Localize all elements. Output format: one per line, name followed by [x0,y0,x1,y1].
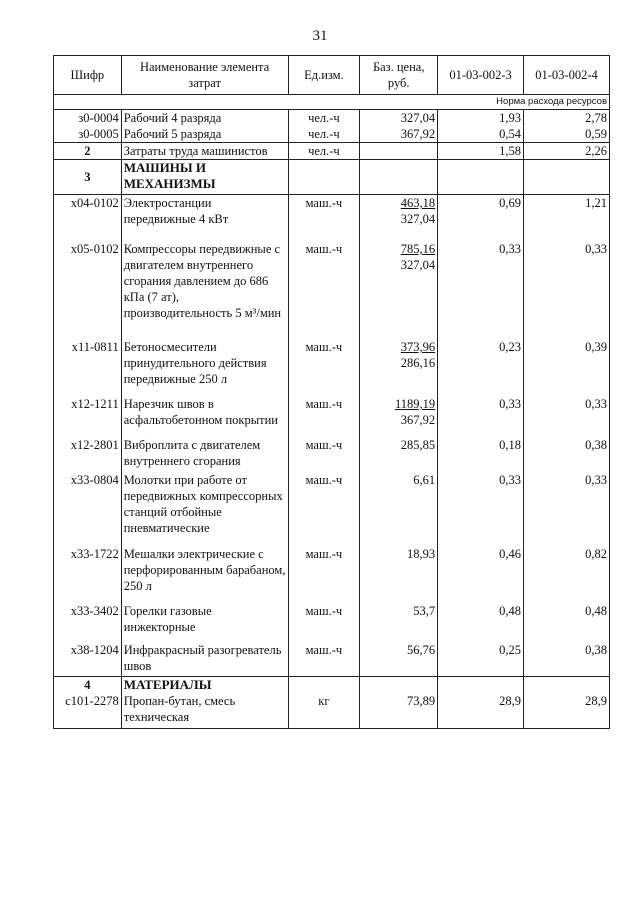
row-price: 53,7 [360,594,438,635]
row-col-b: 1,21 [524,195,610,228]
row-col-a: 0,23 [438,321,524,387]
row-price-sub: 286,16 [400,356,436,370]
row-code: с101-2278 [54,693,122,729]
row-code: з0-0005 [54,126,122,143]
table-row [54,227,610,321]
row-price: 18,93 [360,536,438,594]
row-unit: маш.-ч [288,635,360,677]
header-col-a: 01-03-002-3 [438,56,524,95]
table-row [54,195,610,228]
table-row [54,469,610,536]
table-row [54,428,610,469]
row-col-b: 0,48 [524,594,610,635]
row-col-b: 0,38 [524,428,610,469]
row-price: 463,18 [400,196,436,210]
row-col-b: 28,9 [524,693,610,729]
row-price: 285,85 [360,428,438,469]
section-header-materials [54,677,610,694]
row-col-a: 0,33 [438,387,524,428]
section-title: МАШИНЫ И МЕХАНИЗМЫ [121,160,288,195]
row-unit: чел.-ч [288,126,360,143]
row-unit: маш.-ч [288,536,360,594]
row-name: Рабочий 4 разряда [121,110,288,127]
row-code: х11-0811 [54,321,122,387]
row-code: х33-1722 [54,536,122,594]
row-name: Затраты труда машинистов [121,143,288,160]
row-code: х33-0804 [54,469,122,536]
table-row [54,321,610,387]
row-col-b: 0,82 [524,536,610,594]
page-number: 31 [312,28,328,44]
header-col-b: 01-03-002-4 [524,56,610,95]
row-code: з0-0004 [54,110,122,127]
header-code: Шифр [54,56,122,95]
row-name: Бетоносмесители принудительного действия передвижные 250 л [121,321,288,387]
norm-label: Норма расхода ресурсов [54,95,610,110]
row-unit: маш.-ч [288,321,360,387]
row-unit: маш.-ч [288,195,360,228]
row-col-a: 0,25 [438,635,524,677]
row-name: Электростанции передвижные 4 кВт [121,195,288,228]
section-number: 3 [54,160,122,195]
row-unit: маш.-ч [288,227,360,321]
row-col-a: 1,58 [438,143,524,160]
row-code: х12-1211 [54,387,122,428]
header-unit: Ед.изм. [288,56,360,95]
row-name: Инфракрасный разогреватель швов [121,635,288,677]
norm-row [54,95,610,110]
row-name: Пропан-бутан, смесь техническая [121,693,288,729]
table-row [54,635,610,677]
row-unit: маш.-ч [288,428,360,469]
row-name: Компрессоры передвижные с двигателем внутреннего сгорания давлением до 686 кПа (7 ат), производительность 5 м³/мин [121,227,288,321]
row-unit: маш.-ч [288,469,360,536]
table-row [54,693,610,729]
table-row [54,126,610,143]
row-col-b: 0,39 [524,321,610,387]
row-col-a: 0,33 [438,227,524,321]
row-price: 73,89 [360,693,438,729]
row-name: Молотки при работе от передвижных компрессорных станций отбойные пневматические [121,469,288,536]
row-unit: чел.-ч [288,143,360,160]
row-name: Горелки газовые инжекторные [121,594,288,635]
row-col-a: 0,69 [438,195,524,228]
row-col-b: 2,78 [524,110,610,127]
table-row [54,594,610,635]
row-name: Мешалки электрические с перфорированным барабаном, 250 л [121,536,288,594]
row-name: Рабочий 5 разряда [121,126,288,143]
row-code: х38-1204 [54,635,122,677]
row-name: Виброплита с двигателем внутреннего сгорания [121,428,288,469]
row-col-b: 0,33 [524,387,610,428]
row-unit: чел.-ч [288,110,360,127]
table-row [54,387,610,428]
row-code: х04-0102 [54,195,122,228]
row-price: 56,76 [360,635,438,677]
row-col-b: 0,59 [524,126,610,143]
row-col-a: 0,54 [438,126,524,143]
table-row-section-2 [54,143,610,160]
row-price-sub: 367,92 [400,413,436,427]
row-price [360,143,438,160]
row-code: х05-0102 [54,227,122,321]
row-price: 6,61 [360,469,438,536]
row-name: Нарезчик швов в асфальтобетонном покрытии [121,387,288,428]
row-unit: кг [288,693,360,729]
row-price-sub: 327,04 [400,212,436,226]
header-name: Наименование элемента затрат [121,56,288,95]
row-code: х33-3402 [54,594,122,635]
row-code: х12-2801 [54,428,122,469]
row-col-a: 0,18 [438,428,524,469]
row-unit: маш.-ч [288,594,360,635]
row-price-sub: 327,04 [400,258,436,272]
row-col-a: 1,93 [438,110,524,127]
row-price: 1189,19 [394,397,436,411]
resource-table [53,55,610,729]
row-col-a: 28,9 [438,693,524,729]
section-header-machines [54,160,610,195]
section-number: 4 [54,677,122,694]
row-price: 367,92 [360,126,438,143]
row-col-a: 0,33 [438,469,524,536]
row-code: 2 [54,143,122,160]
row-col-b: 0,33 [524,469,610,536]
table-row [54,110,610,127]
table-row [54,536,610,594]
row-price: 785,16 [400,242,436,256]
row-unit: маш.-ч [288,387,360,428]
row-col-b: 0,33 [524,227,610,321]
section-title: МАТЕРИАЛЫ [121,677,288,694]
row-price: 327,04 [360,110,438,127]
header-price: Баз. цена, руб. [360,56,438,95]
row-price: 373,96 [400,340,436,354]
table-header [54,56,610,95]
row-col-b: 2,26 [524,143,610,160]
row-col-a: 0,48 [438,594,524,635]
row-col-b: 0,38 [524,635,610,677]
row-col-a: 0,46 [438,536,524,594]
